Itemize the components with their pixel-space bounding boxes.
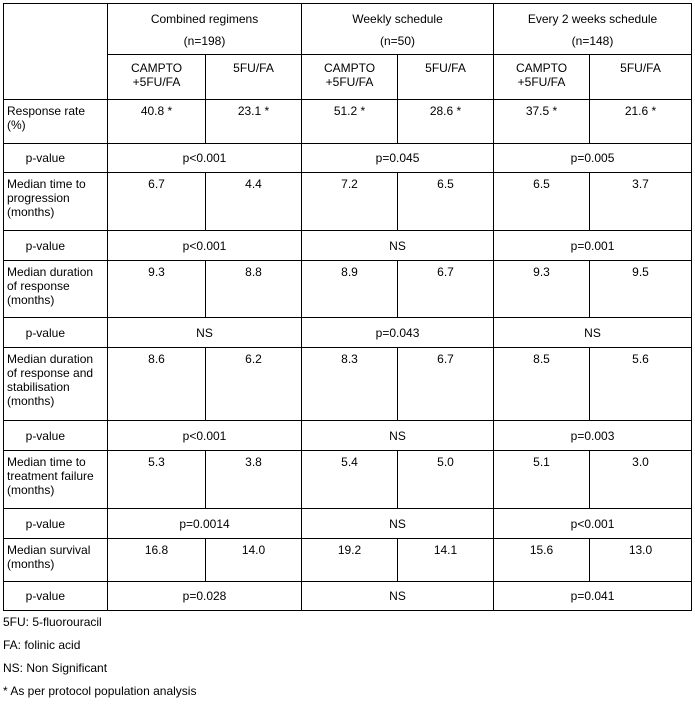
p-value-cell: p=0.005 <box>494 144 692 173</box>
table-cell: 8.3 <box>302 348 398 421</box>
p-value-cell: p=0.001 <box>494 231 692 261</box>
p-value-cell: NS <box>494 318 692 348</box>
p-value-cell: p=0.0014 <box>108 509 302 539</box>
p-value-row <box>4 318 692 348</box>
arm-header-campto: CAMPTO +5FU/FA <box>108 55 206 100</box>
table-cell: 6.2 <box>206 348 302 421</box>
p-value-cell: NS <box>302 421 494 451</box>
group-title: Weekly schedule <box>352 12 443 26</box>
corner-cell <box>4 4 108 100</box>
footnote: * As per protocol population analysis <box>3 684 197 698</box>
table-cell: 23.1 * <box>206 100 302 144</box>
table-cell: 6.7 <box>398 261 494 318</box>
table-cell: 37.5 * <box>494 100 590 144</box>
p-value-cell: p<0.001 <box>494 509 692 539</box>
table-cell: 8.8 <box>206 261 302 318</box>
group-title: Combined regimens <box>150 12 259 26</box>
group-header-row <box>4 4 692 55</box>
row-label: Median survival (months) <box>4 539 108 582</box>
table-cell: 21.6 * <box>590 100 692 144</box>
group-title: Every 2 weeks schedule <box>527 12 658 26</box>
arm-header-campto: CAMPTO +5FU/FA <box>494 55 590 100</box>
table-cell: 13.0 <box>590 539 692 582</box>
p-value-cell: p=0.003 <box>494 421 692 451</box>
p-value-row <box>4 421 692 451</box>
row-label: Response rate (%) <box>4 100 108 144</box>
table-cell: 7.2 <box>302 173 398 231</box>
table-row <box>4 539 692 582</box>
group-header-weekly <box>302 4 494 55</box>
table-row <box>4 173 692 231</box>
results-table <box>3 3 692 611</box>
table-cell: 9.3 <box>494 261 590 318</box>
p-value-cell: p=0.043 <box>302 318 494 348</box>
group-n: (n=50) <box>380 34 416 48</box>
p-value-cell: NS <box>302 582 494 611</box>
table-cell: 16.8 <box>108 539 206 582</box>
table-cell: 51.2 * <box>302 100 398 144</box>
p-value-label: p-value <box>4 144 108 173</box>
p-value-row <box>4 582 692 611</box>
table-cell: 3.7 <box>590 173 692 231</box>
p-value-cell: p<0.001 <box>108 144 302 173</box>
table-cell: 3.8 <box>206 451 302 509</box>
table-cell: 9.5 <box>590 261 692 318</box>
p-value-label: p-value <box>4 231 108 261</box>
table-cell: 5.0 <box>398 451 494 509</box>
p-value-cell: p=0.045 <box>302 144 494 173</box>
table-cell: 8.5 <box>494 348 590 421</box>
p-value-cell: p=0.041 <box>494 582 692 611</box>
table-cell: 5.3 <box>108 451 206 509</box>
footnote: NS: Non Significant <box>3 661 108 675</box>
arm-header-row <box>4 55 692 100</box>
p-value-label: p-value <box>4 318 108 348</box>
table-cell: 6.7 <box>398 348 494 421</box>
group-header-combined <box>108 4 302 55</box>
footnotes <box>3 615 683 707</box>
table-row <box>4 100 692 144</box>
row-label: Median time to progression (months) <box>4 173 108 231</box>
table-cell: 28.6 * <box>398 100 494 144</box>
p-value-row <box>4 231 692 261</box>
table-cell: 6.5 <box>494 173 590 231</box>
table-row <box>4 261 692 318</box>
table-cell: 14.1 <box>398 539 494 582</box>
p-value-cell: p=0.028 <box>108 582 302 611</box>
p-value-cell: NS <box>108 318 302 348</box>
p-value-cell: NS <box>302 509 494 539</box>
arm-header-5fu: 5FU/FA <box>590 55 692 100</box>
arm-header-5fu: 5FU/FA <box>206 55 302 100</box>
table-cell: 8.9 <box>302 261 398 318</box>
table-cell: 5.1 <box>494 451 590 509</box>
p-value-row <box>4 144 692 173</box>
table-row <box>4 348 692 421</box>
p-value-cell: NS <box>302 231 494 261</box>
footnote: 5FU: 5-fluorouracil <box>3 615 102 629</box>
p-value-label: p-value <box>4 421 108 451</box>
row-label: Median time to treatment failure (months) <box>4 451 108 509</box>
p-value-cell: p<0.001 <box>108 421 302 451</box>
table-cell: 4.4 <box>206 173 302 231</box>
table-cell: 8.6 <box>108 348 206 421</box>
group-n: (n=198) <box>183 34 226 48</box>
p-value-label: p-value <box>4 582 108 611</box>
p-value-cell: p<0.001 <box>108 231 302 261</box>
group-n: (n=148) <box>571 34 614 48</box>
table-cell: 40.8 * <box>108 100 206 144</box>
row-label: Median duration of response (months) <box>4 261 108 318</box>
table-cell: 9.3 <box>108 261 206 318</box>
table-cell: 14.0 <box>206 539 302 582</box>
table-cell: 15.6 <box>494 539 590 582</box>
table-cell: 5.6 <box>590 348 692 421</box>
p-value-row <box>4 509 692 539</box>
p-value-label: p-value <box>4 509 108 539</box>
row-label: Median duration of response and stabilisation (months) <box>4 348 108 421</box>
group-header-every-2-weeks <box>494 4 692 55</box>
table-row <box>4 451 692 509</box>
table-cell: 3.0 <box>590 451 692 509</box>
table-cell: 6.5 <box>398 173 494 231</box>
arm-header-5fu: 5FU/FA <box>398 55 494 100</box>
arm-header-campto: CAMPTO +5FU/FA <box>302 55 398 100</box>
footnote: FA: folinic acid <box>3 638 81 652</box>
table-cell: 19.2 <box>302 539 398 582</box>
table-cell: 6.7 <box>108 173 206 231</box>
table-cell: 5.4 <box>302 451 398 509</box>
